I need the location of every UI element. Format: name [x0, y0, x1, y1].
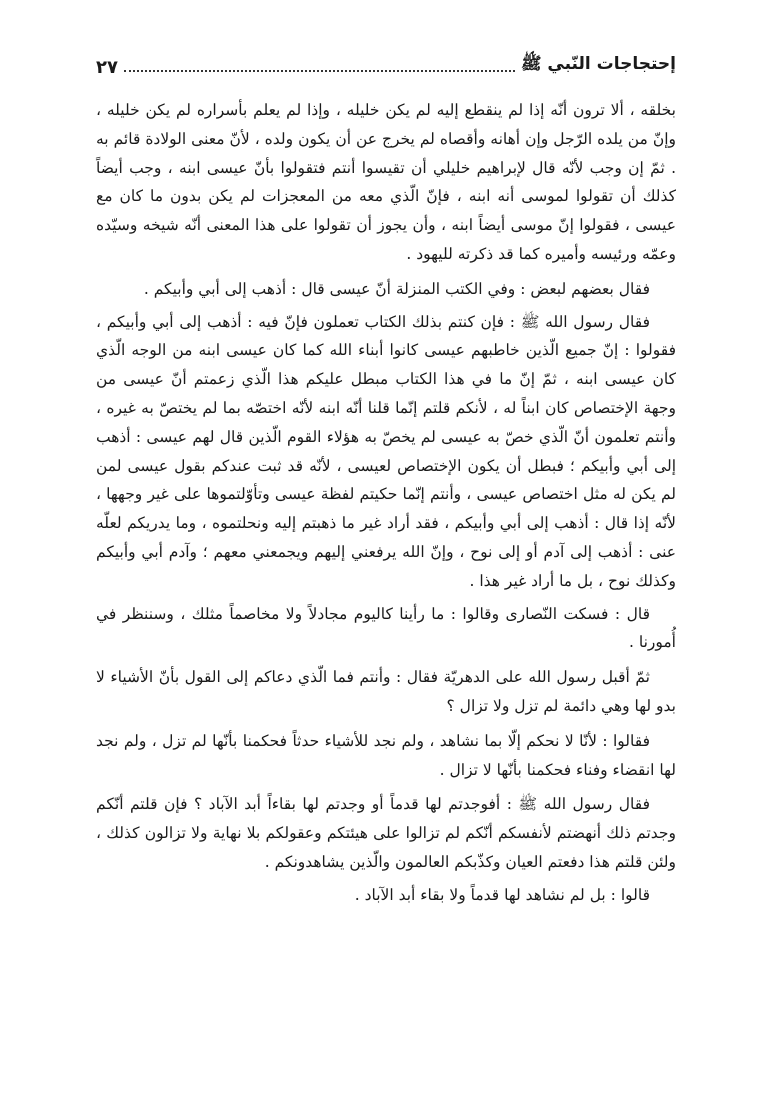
running-header	[96, 44, 676, 78]
body-text	[96, 96, 676, 914]
header-title: إحتجاجات النّبي ﷺ	[520, 54, 676, 74]
paragraph: فقال بعضهم لبعض : وفي الكتب المنزلة أنّ عيسى قال : أذهب إلى أبي وأبيكم .	[143, 279, 650, 298]
paragraph-continuation: بخلقه ، ألا ترون أنّه إذا لم ينقطع إليه لم يكن خليله ، وإذا لم يعلم بأسراره لم يكن خليله ، وإنّ من يلده الرّجل وإن أهانه وأقصاه لم يخرج عن أن يكون ولده ، لأنّ معنى الولادة قائم به . ثمّ إن وجب لأنّه قال لإبراهيم خليلي أن تقيسوا أنتم فتقولوا بأنّ عيسى ابنه ، وجب أيضاً كذلك أن تقولوا لموسى أنه ابنه ، فإنّ الّذي معه من المعجزات لم يكن بدون ما كان مع عيسى ، فقولوا إنّ موسى أيضاً ابنه ، وأن يجوز أن تقولوا على هذا المعنى أنّه شيخه وسيّده وعمّه ورئيسه وأميره كما قد ذكرته لليهود .	[96, 101, 676, 263]
paragraph: فقال رسول الله ﷺ : أفوجدتم لها قدماً أو وجدتم لها بقاءاً أبد الآباد ؟ فإن قلتم أنّكم وجدتم ذلك أنهضتم لأنفسكم أنّكم لم تزالوا على هيئتكم وعقولكم بلا نهاية ولا تزالون كذلك ، ولئن قلتم هذا دفعتم العيان وكذّبكم العالمون والّذين يشاهدونكم .	[96, 795, 676, 871]
paragraph: ثمّ أقبل رسول الله على الدهريّة فقال : وأنتم فما الّذي دعاكم إلى القول بأنّ الأشياء لا بدو لها وهي دائمة لم تزل ولا تزال ؟	[96, 668, 676, 715]
paragraph: فقال رسول الله ﷺ : فإن كنتم بذلك الكتاب تعملون فإنّ فيه : أذهب إلى أبي وأبيكم ، فقولوا : إنّ جميع الّذين خاطبهم عيسى كانوا أبناء الله كما كان عيسى ابنه من الوجه الّذي كان عيسى ابنه ، ثمّ إنّ ما في هذا الكتاب مبطل عليكم هذا الّذي زعمتم أنّ عيسى من وجهة الإختصاص كان ابناً له ، لأنكم قلتم إنّما قلنا أنّه ابنه لأنّه اختصّه بما لم يختصّ به غيره ، وأنتم تعلمون أنّ الّذي خصّ به عيسى لم يخصّ به هؤلاء القوم الّذين قال لهم عيسى : أذهب إلى أبي وأبيكم ؛ فبطل أن يكون الإختصاص لعيسى ، لأنّه قد ثبت عندكم بقول عيسى لمن لم يكن له مثل اختصاص عيسى ، وأنتم إنّما حكيتم لفظة عيسى وتأوّلتموها على غير وجهها ، لأنّه إذا قال : أذهب إلى أبي وأبيكم ، فقد أراد غير ما ذهبتم إليه ونحلتموه ، وما يدريكم لعلّه عنى : أذهب إلى آدم أو إلى نوح ، وإنّ الله يرفعني إليهم ويجمعني معهم ؛ وآدم أبي وأبيكم وكذلك نوح ، بل ما أراد غير هذا .	[96, 312, 676, 590]
header-dot-leader	[124, 70, 515, 72]
paragraph: قال : فسكت النّصارى وقالوا : ما رأينا كاليوم مجادلاً ولا مخاصماً مثلك ، وسننظر في أُمورنا .	[96, 604, 676, 652]
paragraph: قالوا : بل لم نشاهد لها قدماً ولا بقاء أبد الآباد .	[354, 885, 650, 904]
paragraph: فقالوا : لأنّا لا نحكم إلّا بما نشاهد ، ولم نجد للأشياء حدثاً فحكمنا بأنّها لم تزل ، ولم نجد لها انقضاء وفناء فحكمنا بأنّها لا تزال .	[96, 731, 676, 779]
page-number: ٢٧	[96, 57, 118, 78]
